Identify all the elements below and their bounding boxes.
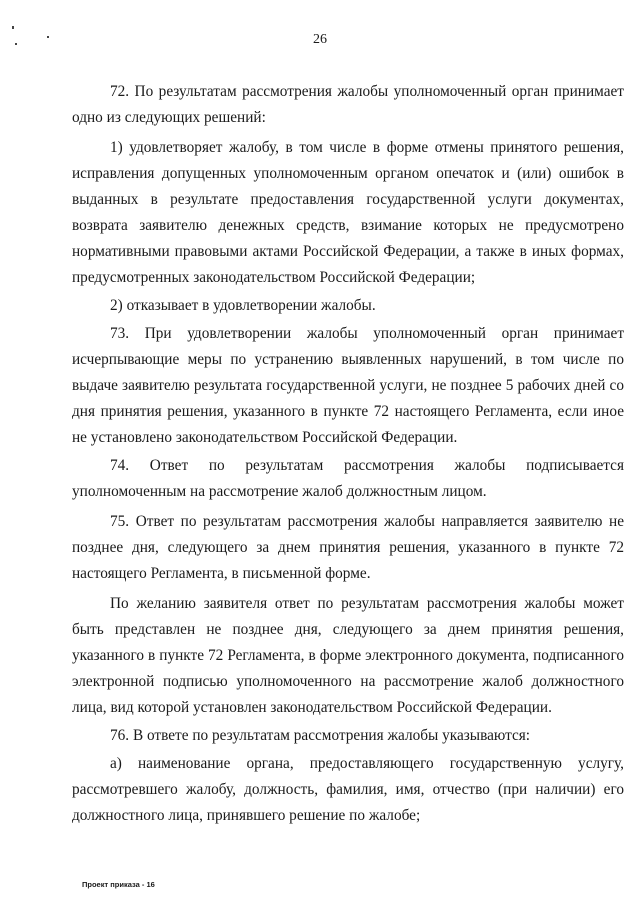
paragraph-72: 72. По результатам рассмотрения жалобы уполномоченный орган принимает одно из следующих решений: [72, 83, 624, 126]
document-body [72, 79, 624, 829]
footer-label: Проект приказа - 16 [82, 880, 155, 889]
paragraph-72-2: 2) отказывает в удовлетворении жалобы. [110, 297, 376, 314]
paragraph-76: 76. В ответе по результатам рассмотрения жалобы указываются: [110, 727, 531, 744]
paragraph-75: 75. Ответ по результатам рассмотрения жалобы направляется заявителю не позднее дня, следующего за днем принятия решения, указанного в пункте 72 настоящего Регламента, в письменной форме. [72, 513, 624, 582]
paragraph-75-electronic: По желанию заявителя ответ по результатам рассмотрения жалобы может быть представлен не позднее дня, следующего за днем принятия решения, указанного в пункте 72 Регламента, в форме электронного документа, подписанного электронной подписью уполномоченного на рассмотрение жалоб должностного лица, вид которой установлен законодательством Российской Федерации. [72, 595, 624, 716]
page-number: 26 [313, 32, 327, 47]
paragraph-76-a: а) наименование органа, предоставляющего государственную услугу, рассмотревшего жалобу, должность, фамилия, имя, отчество (при наличии) его должностного лица, принявшего решение по жалобе; [72, 755, 624, 824]
paragraph-73: 73. При удовлетворении жалобы уполномоченный орган принимает исчерпывающие меры по устранению выявленных нарушений, в том числе по выдаче заявителю результата государственной услуги, не позднее 5 рабочих дней со дня принятия решения, указанного в пункте 72 настоящего Регламента, если иное не установлено законодательством Российской Федерации. [72, 325, 624, 446]
paragraph-74: 74. Ответ по результатам рассмотрения жалобы подписывается уполномоченным на рассмотрение жалоб должностным лицом. [72, 457, 624, 500]
paragraph-72-1: 1) удовлетворяет жалобу, в том числе в форме отмены принятого решения, исправления допущенных уполномоченным органом опечаток и (или) ошибок в выданных в результате предоставления государственной услуги документах, возврата заявителю денежных средств, взимание которых не предусмотрено нормативными правовыми актами Российской Федерации, а также в иных формах, предусмотренных законодательством Российской Федерации; [72, 139, 624, 286]
